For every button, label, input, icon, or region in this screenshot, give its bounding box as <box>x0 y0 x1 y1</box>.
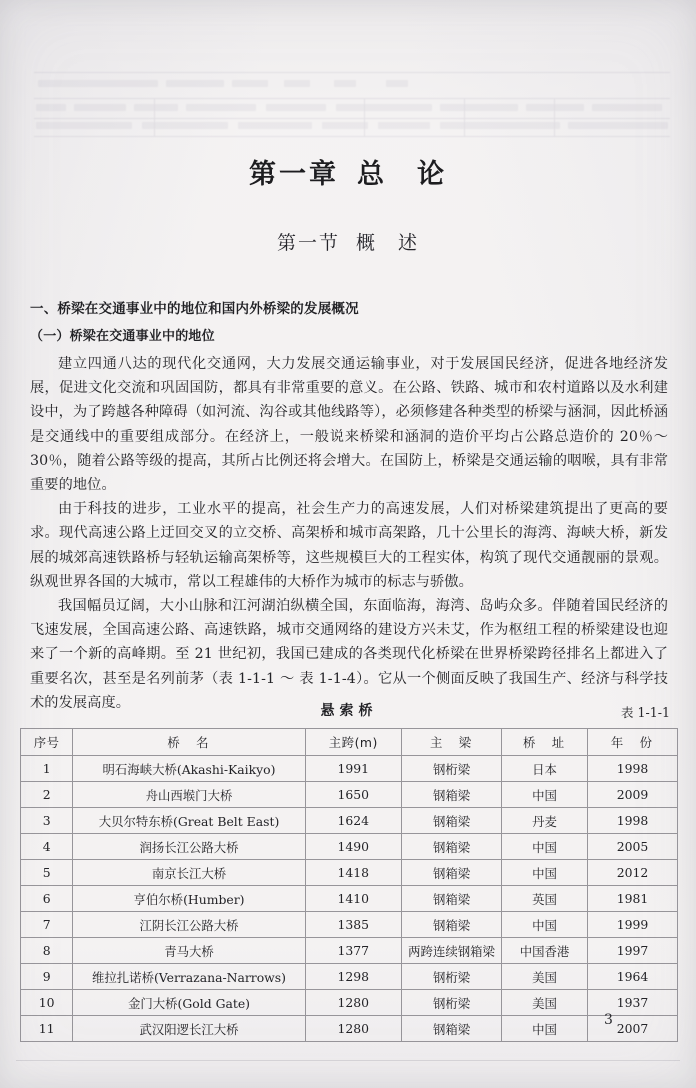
cell-index: 7 <box>21 912 73 938</box>
cell-year: 1998 <box>587 756 677 782</box>
chapter-title <box>0 152 696 191</box>
cell-location: 美国 <box>502 964 588 990</box>
chapter-title-text: 总 论 <box>357 159 447 190</box>
section-title <box>0 228 696 255</box>
section-title-prefix: 第一节 <box>276 232 340 254</box>
cell-index: 5 <box>21 860 73 886</box>
table-number: 表 1-1-1 <box>620 705 670 720</box>
column-header-main-girder: 主 梁 <box>401 729 501 756</box>
table-row <box>21 860 678 886</box>
cell-year: 2007 <box>587 1016 677 1042</box>
cell-main-span: 1385 <box>305 912 401 938</box>
cell-location: 中国 <box>502 860 588 886</box>
cell-main-span: 1418 <box>305 860 401 886</box>
cell-location: 日本 <box>502 756 588 782</box>
cell-bridge-name: 润扬长江公路大桥 <box>73 834 305 860</box>
cell-year: 1981 <box>587 886 677 912</box>
cell-main-girder: 钢桁梁 <box>401 964 501 990</box>
table-row <box>21 1016 678 1042</box>
cell-index: 10 <box>21 990 73 1016</box>
cell-main-span: 1280 <box>305 1016 401 1042</box>
cell-main-girder: 钢箱梁 <box>401 782 501 808</box>
cell-main-span: 1624 <box>305 808 401 834</box>
cell-index: 2 <box>21 782 73 808</box>
cell-main-girder: 钢桁梁 <box>401 990 501 1016</box>
cell-year: 1999 <box>587 912 677 938</box>
column-header-main-span: 主跨(m) <box>305 729 401 756</box>
cell-bridge-name: 南京长江大桥 <box>73 860 305 886</box>
paragraph: 我国幅员辽阔，大小山脉和江河湖泊纵横全国，东面临海，海湾、岛屿众多。伴随着国民经济的飞速发展，全国高速公路、高速铁路，城市交通网络的建设方兴未艾，作为枢纽工程的桥梁建设也迎来了一个新的高峰期。至 21 世纪初，我国已建成的各类现代化桥梁在世界桥梁跨径排名上都进入了重要名次，甚至是名列前茅（表 1-1-1 ～ 表 1-1-4）。它从一个侧面反映了我国生产、经济与科学技术的发展高度。 <box>30 598 668 711</box>
cell-index: 4 <box>21 834 73 860</box>
table-header-row <box>21 729 678 756</box>
cell-year: 1998 <box>587 808 677 834</box>
cell-bridge-name: 明石海峡大桥(Akashi-Kaikyo) <box>73 756 305 782</box>
cell-main-span: 1280 <box>305 990 401 1016</box>
cell-main-girder: 钢桁梁 <box>401 756 501 782</box>
cell-bridge-name: 舟山西堠门大桥 <box>73 782 305 808</box>
table-row <box>21 912 678 938</box>
paragraph: 由于科技的进步，工业水平的提高，社会生产力的高速发展，人们对桥梁建筑提出了更高的要求。现代高速公路上迂回交叉的立交桥、高架桥和城市高架路，几十公里长的海湾、海峡大桥，新发展的城郊高速铁路桥与轻轨运输高架桥等，这些规模巨大的工程实体，构筑了现代交通靓丽的景观。纵观世界各国的大城市，常以工程雄伟的大桥作为城市的标志与骄傲。 <box>30 501 668 590</box>
cell-main-girder: 钢箱梁 <box>401 886 501 912</box>
table-row <box>21 834 678 860</box>
cell-location: 丹麦 <box>502 808 588 834</box>
cell-bridge-name: 大贝尔特东桥(Great Belt East) <box>73 808 305 834</box>
cell-main-girder: 钢箱梁 <box>401 808 501 834</box>
cell-bridge-name: 亨伯尔桥(Humber) <box>73 886 305 912</box>
cell-bridge-name: 金门大桥(Gold Gate) <box>73 990 305 1016</box>
cell-main-span: 1650 <box>305 782 401 808</box>
table-row <box>21 964 678 990</box>
table-row <box>21 886 678 912</box>
cell-year: 1964 <box>587 964 677 990</box>
cell-year: 2005 <box>587 834 677 860</box>
cell-main-girder: 钢箱梁 <box>401 1016 501 1042</box>
cell-location: 中国 <box>502 834 588 860</box>
cell-location: 英国 <box>502 886 588 912</box>
heading-level-2: （一）桥梁在交通事业中的地位 <box>30 329 215 344</box>
cell-year: 1937 <box>587 990 677 1016</box>
section-title-text: 概 述 <box>356 232 420 254</box>
heading-level-1: 一、桥梁在交通事业中的地位和国内外桥梁的发展概况 <box>30 301 359 317</box>
scan-edge-artifact <box>16 1060 680 1061</box>
table-row <box>21 808 678 834</box>
cell-main-girder: 两跨连续钢箱梁 <box>401 938 501 964</box>
table-row <box>21 938 678 964</box>
column-header-year: 年 份 <box>587 729 677 756</box>
page-number: 3 <box>604 1012 613 1028</box>
cell-main-girder: 钢箱梁 <box>401 860 501 886</box>
cell-location: 中国 <box>502 782 588 808</box>
body-text <box>30 352 668 715</box>
cell-index: 1 <box>21 756 73 782</box>
cell-index: 6 <box>21 886 73 912</box>
column-header-location: 桥 址 <box>502 729 588 756</box>
cell-main-span: 1377 <box>305 938 401 964</box>
cell-main-span: 1298 <box>305 964 401 990</box>
cell-location: 中国 <box>502 1016 588 1042</box>
cell-bridge-name: 武汉阳逻长江大桥 <box>73 1016 305 1042</box>
table-caption <box>20 700 678 722</box>
cell-location: 美国 <box>502 990 588 1016</box>
cell-index: 11 <box>21 1016 73 1042</box>
cell-year: 2012 <box>587 860 677 886</box>
cell-main-span: 1490 <box>305 834 401 860</box>
table-row <box>21 756 678 782</box>
cell-year: 1997 <box>587 938 677 964</box>
reverse-page-showthrough <box>34 72 670 138</box>
paragraph: 建立四通八达的现代化交通网，大力发展交通运输事业，对于发展国民经济，促进各地经济发展，促进文化交流和巩固国防，都具有非常重要的意义。在公路、铁路、城市和农村道路以及水利建设中，为了跨越各种障碍（如河流、沟谷或其他线路等），必须修建各种类型的桥梁与涵洞，因此桥涵是交通线中的重要组成部分。在经济上，一般说来桥梁和涵洞的造价平均占公路总造价的 20％～30％，随着公路等级的提高，其所占比例还将会增大。在国防上，桥梁是交通运输的咽喉，具有非常重要的地位。 <box>30 356 668 494</box>
cell-index: 8 <box>21 938 73 964</box>
cell-main-girder: 钢箱梁 <box>401 912 501 938</box>
cell-bridge-name: 青马大桥 <box>73 938 305 964</box>
column-header-bridge-name: 桥 名 <box>73 729 305 756</box>
chapter-title-prefix: 第一章 <box>249 159 339 190</box>
cell-location: 中国 <box>502 912 588 938</box>
cell-index: 3 <box>21 808 73 834</box>
cell-bridge-name: 江阴长江公路大桥 <box>73 912 305 938</box>
cell-bridge-name: 维拉扎诺桥(Verrazana-Narrows) <box>73 964 305 990</box>
column-header-index: 序号 <box>21 729 73 756</box>
cell-index: 9 <box>21 964 73 990</box>
cell-main-span: 1410 <box>305 886 401 912</box>
cell-main-girder: 钢箱梁 <box>401 834 501 860</box>
table-title: 悬索桥 <box>320 703 378 719</box>
table-row <box>21 990 678 1016</box>
cell-main-span: 1991 <box>305 756 401 782</box>
cell-location: 中国香港 <box>502 938 588 964</box>
cell-year: 2009 <box>587 782 677 808</box>
suspension-bridge-table <box>20 728 678 1042</box>
table-row <box>21 782 678 808</box>
